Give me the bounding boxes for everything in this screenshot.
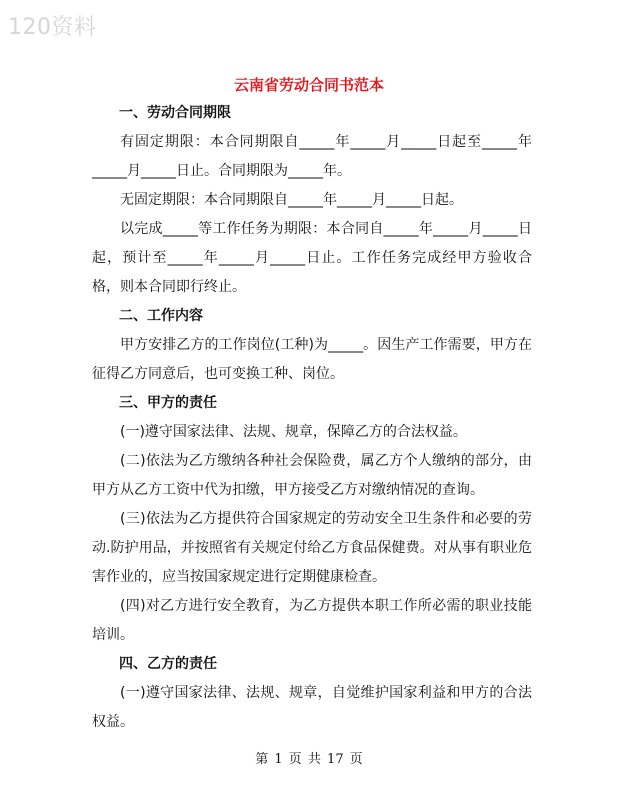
section-heading-party-b: 四、乙方的责任	[119, 656, 217, 672]
paragraph-party-a-2: (二)依法为乙方缴纳各种社会保险费，属乙方个人缴纳的部分，由甲方从乙方工资中代为扣缴，甲方接受乙方对缴纳情况的查询。	[92, 453, 532, 498]
section-heading-work: 二、工作内容	[119, 308, 203, 324]
paragraph-open-term: 无固定期限：本合同期限自_____年_____月_____日起。	[120, 192, 463, 208]
section-heading-party-a: 三、甲方的责任	[119, 395, 217, 411]
paragraph-fixed-term: 有固定期限：本合同期限自_____年_____月_____日起至_____年_____月_____日止。合同期限为_____年。	[92, 134, 532, 179]
paragraph-party-a-1: (一)遵守国家法律、法规、规章，保障乙方的合法权益。	[120, 424, 467, 440]
page-number: 第 1 页 共 17 页	[255, 752, 363, 767]
section-heading-term: 一、劳动合同期限	[119, 105, 231, 121]
paragraph-party-b-1: (一)遵守国家法律、法规、规章，自觉维护国家利益和甲方的合法权益。	[92, 685, 532, 730]
paragraph-party-a-4: (四)对乙方进行安全教育，为乙方提供本职工作所必需的职业技能培训。	[92, 598, 532, 643]
paragraph-work-content: 甲方安排乙方的工作岗位(工种)为_____。因生产工作需要，甲方在征得乙方同意后，也可变换工种、岗位。	[92, 337, 532, 382]
watermark: 120资料	[8, 15, 97, 40]
document-body	[92, 99, 532, 737]
paragraph-task-term: 以完成_____等工作任务为期限：本合同自_____年_____月_____日起，预计至_____年_____月_____日止。工作任务完成经甲方验收合格，则本合同即行终止。	[92, 221, 532, 295]
document-title: 云南省劳动合同书范本	[233, 76, 384, 94]
paragraph-party-a-3: (三)依法为乙方提供符合国家规定的劳动安全卫生条件和必要的劳动.防护用品，并按照省有关规定付给乙方食品保健费。对从事有职业危害作业的，应当按国家规定进行定期健康检查。	[92, 511, 532, 585]
